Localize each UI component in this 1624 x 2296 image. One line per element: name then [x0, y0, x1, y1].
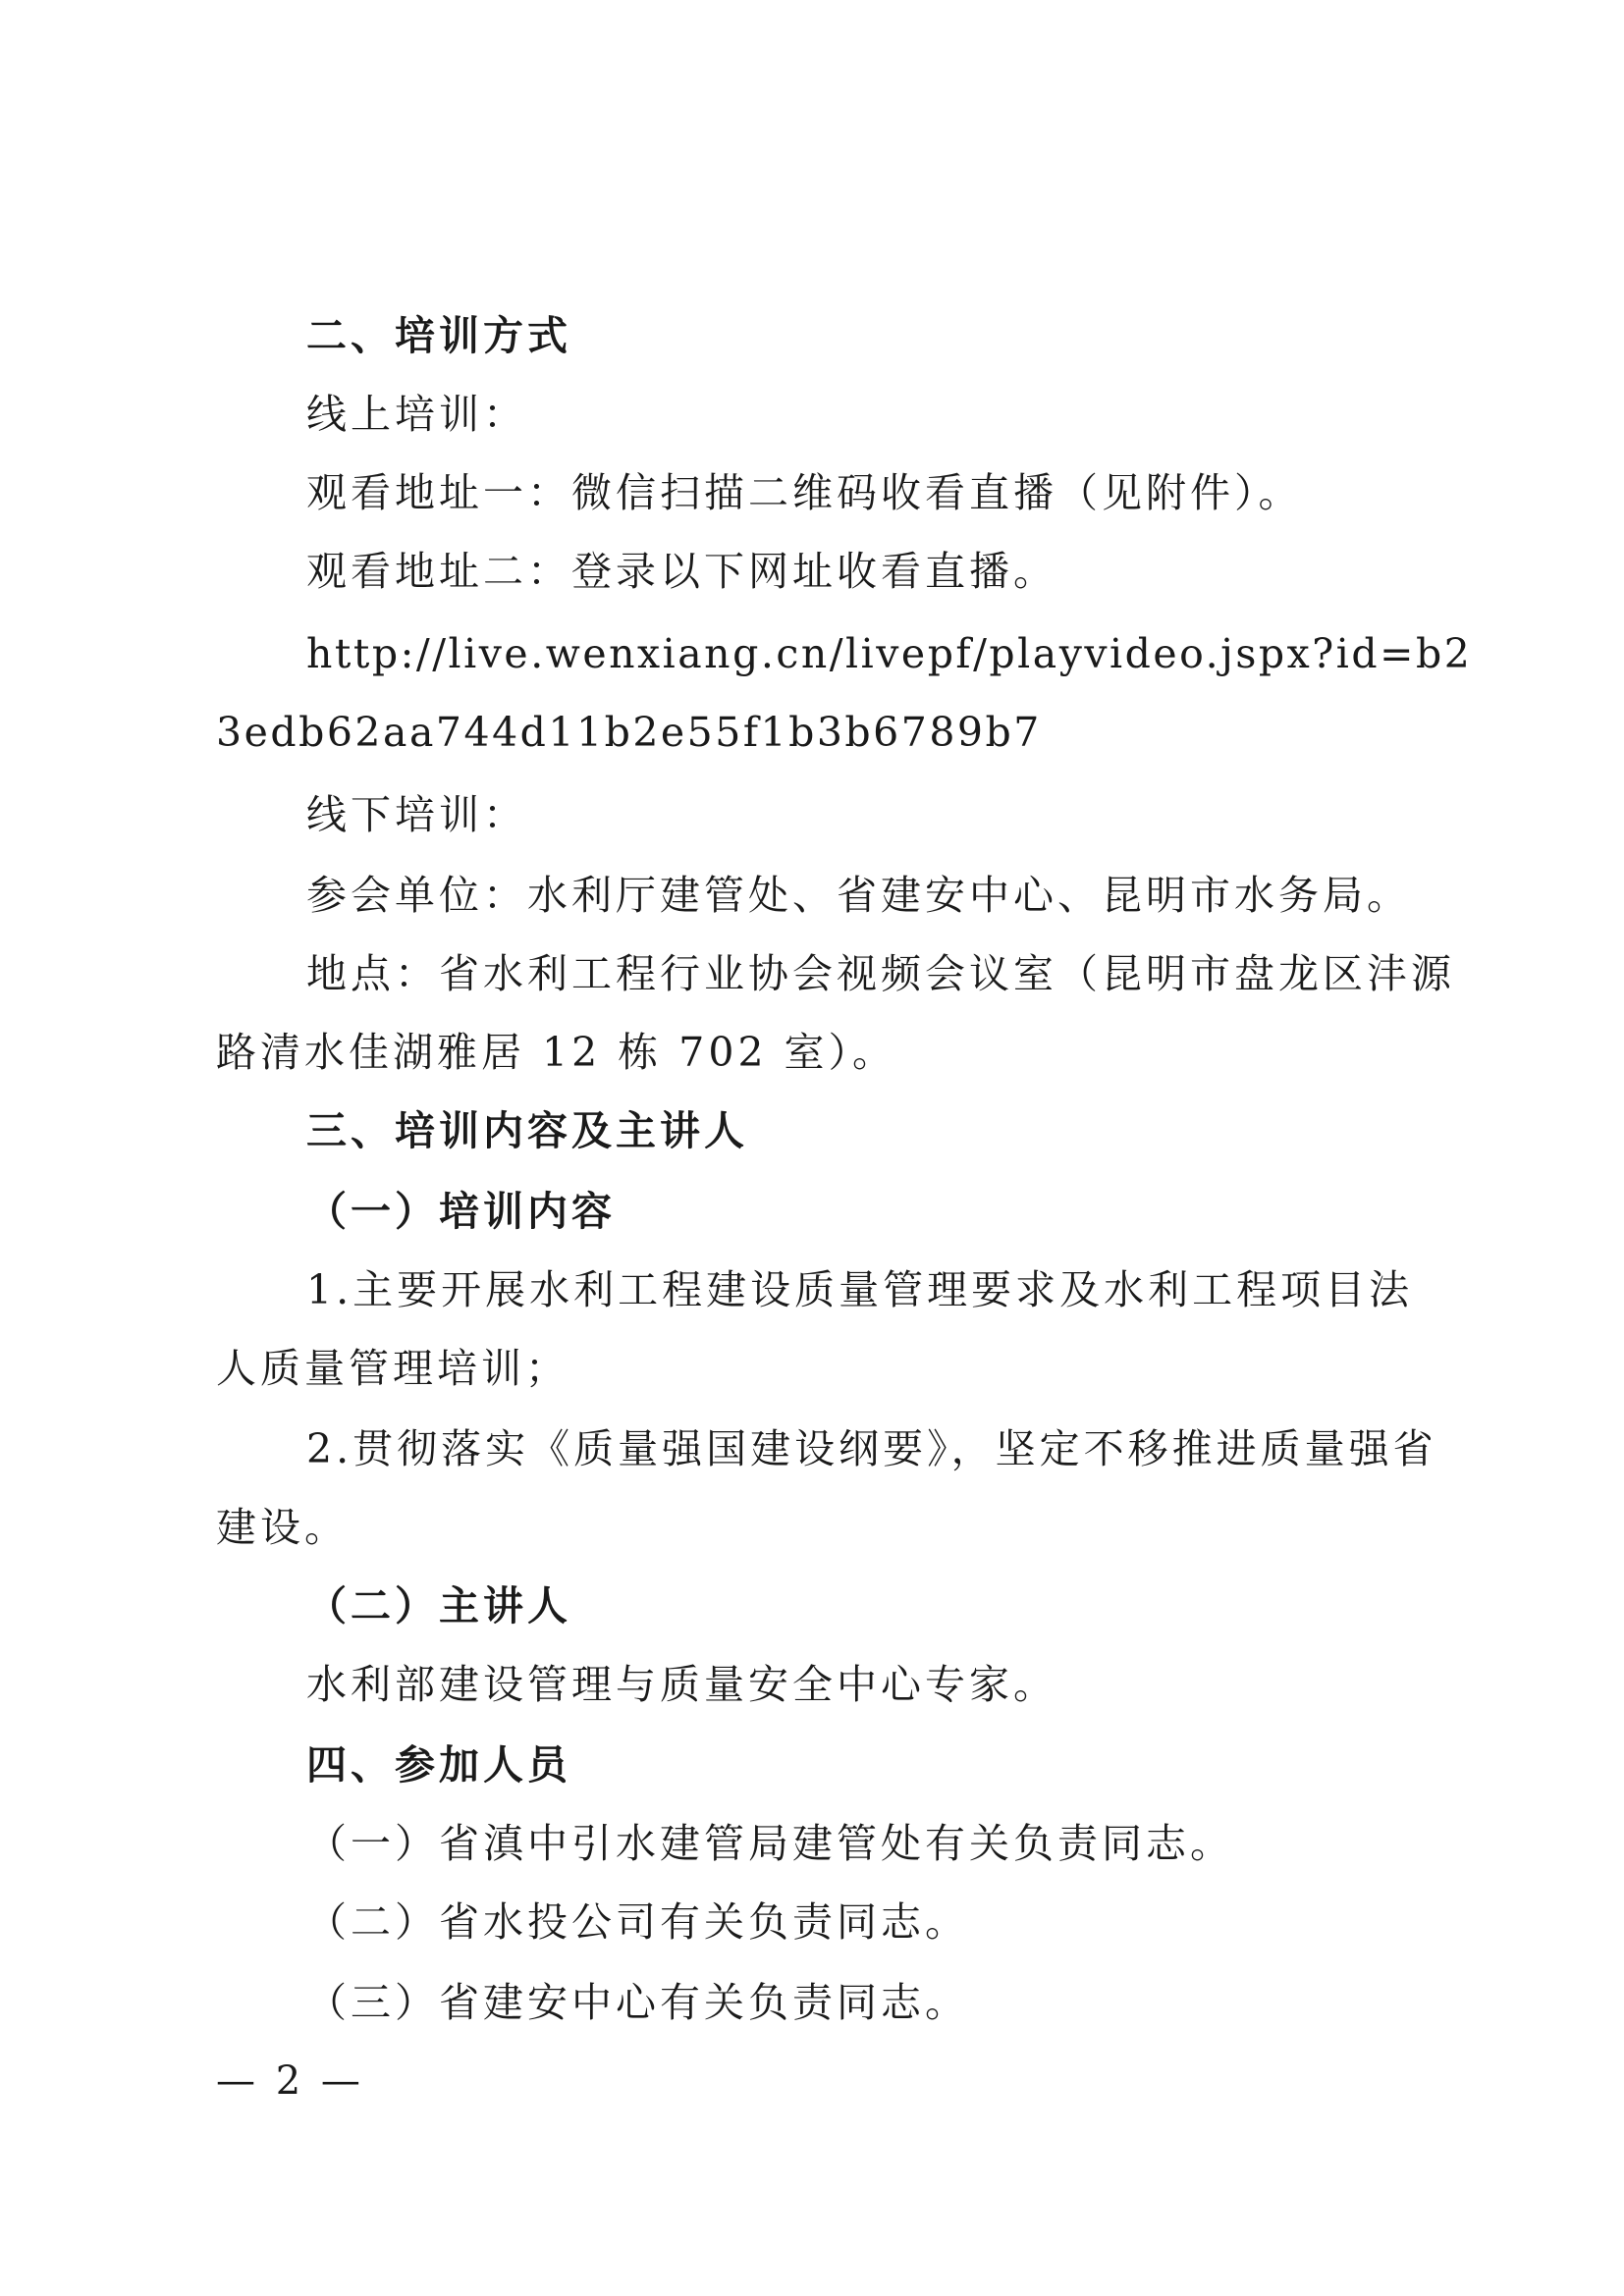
item1-line-1: 1.主要开展水利工程建设质量管理要求及水利工程项目法 — [306, 1266, 1414, 1313]
section4-heading: 四、参加人员 — [306, 1741, 571, 1789]
location-line-1: 地点：省水利工程行业协会视频会议室（昆明市盘龙区沣源 — [306, 950, 1455, 997]
item2-line-2: 建设。 — [216, 1504, 349, 1551]
section2-heading: 二、培训方式 — [306, 312, 571, 359]
attendee-1: （一）省滇中引水建管局建管处有关负责同志。 — [306, 1820, 1234, 1867]
sub1-heading: （一）培训内容 — [306, 1188, 616, 1235]
location-line-2: 路清水佳湖雅居 12 栋 702 室）。 — [216, 1029, 897, 1076]
page-number: — 2 — — [216, 2058, 364, 2104]
url-line-2: 3edb62aa744d11b2e55f1b3b6789b7 — [216, 709, 1042, 756]
item2-line-1: 2.贯彻落实《质量强国建设纲要》，坚定不移推进质量强省 — [306, 1425, 1437, 1472]
participating-units: 参会单位：水利厅建管处、省建安中心、昆明市水务局。 — [306, 872, 1411, 919]
sub2-heading: （二）主讲人 — [306, 1582, 571, 1629]
online-training-label: 线上培训： — [306, 391, 527, 438]
attendee-2: （二）省水投公司有关负责同志。 — [306, 1898, 969, 1946]
section3-heading: 三、培训内容及主讲人 — [306, 1107, 748, 1154]
watch-address-2: 观看地址二：登录以下网址收看直播。 — [306, 548, 1057, 595]
offline-training-label: 线下培训： — [306, 791, 527, 838]
watch-address-1: 观看地址一：微信扫描二维码收看直播（见附件）。 — [306, 469, 1303, 516]
url-line-1: http://live.wenxiang.cn/livepf/playvideo.jspx?id=b2 — [306, 630, 1473, 677]
attendee-3: （三）省建安中心有关负责同志。 — [306, 1979, 969, 2026]
item1-line-2: 人质量管理培训； — [216, 1345, 569, 1392]
speaker: 水利部建设管理与质量安全中心专家。 — [306, 1661, 1057, 1708]
